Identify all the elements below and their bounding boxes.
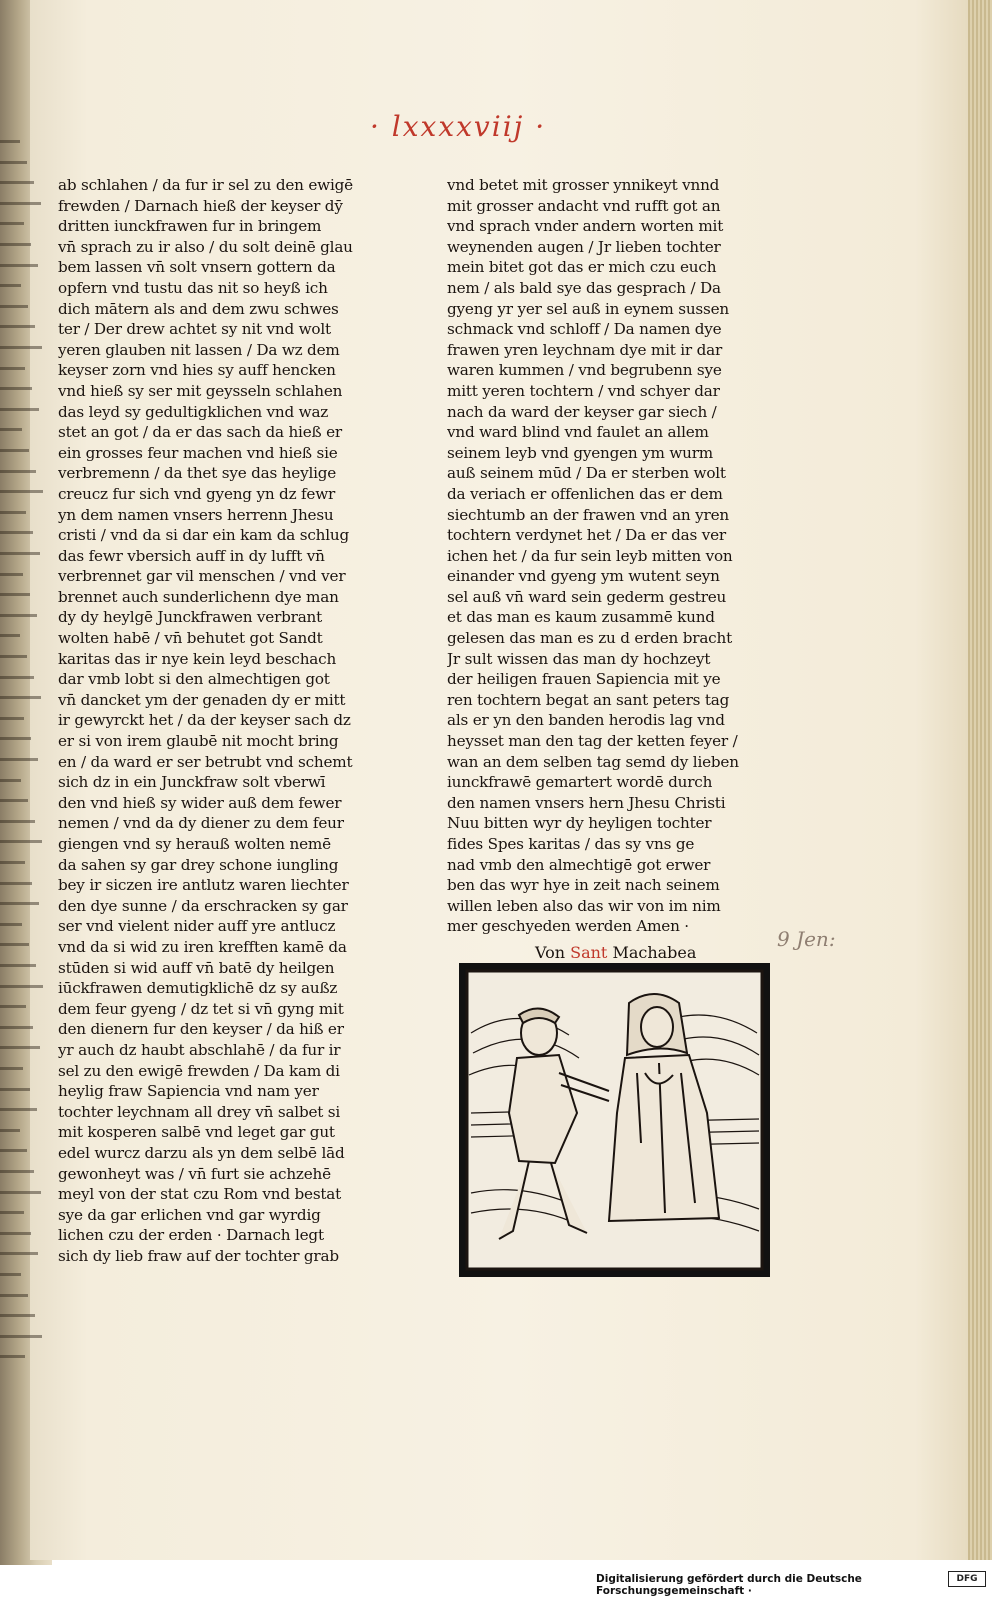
text-line: ren tochtern begat an sant peters tag bbox=[447, 690, 730, 709]
text-line: das fewr vbersich auff in dy lufft vn̄ bbox=[58, 546, 325, 565]
facing-page-text-mark bbox=[0, 799, 28, 802]
facing-page-text-mark bbox=[0, 1088, 30, 1091]
facing-page-text-mark bbox=[0, 531, 33, 534]
text-line: yn dem namen vnsers herrenn Jhesu bbox=[58, 505, 334, 524]
text-line: wan an dem selben tag semd dy lieben bbox=[447, 752, 739, 771]
text-line: sel auß vn̄ ward sein gederm gestreu bbox=[447, 587, 727, 606]
facing-page-text-mark bbox=[0, 1067, 23, 1070]
text-line: ser vnd vielent nider auff yre antlucz bbox=[58, 917, 336, 936]
text-line: mit grosser andacht vnd rufft got an bbox=[447, 196, 721, 215]
facing-page-text-mark bbox=[0, 387, 32, 390]
text-line: edel wurcz darzu als yn dem selbē lād bbox=[58, 1143, 345, 1162]
text-line: mitt yeren tochtern / vnd schyer dar bbox=[447, 381, 720, 400]
facing-page-text-mark bbox=[0, 1026, 33, 1029]
facing-page-text-mark bbox=[0, 325, 35, 328]
folio-number: · lxxxxviij · bbox=[370, 110, 547, 143]
text-line: dy dy heylgē Junckfrawen verbrant bbox=[58, 608, 323, 627]
page-edges-right bbox=[968, 0, 992, 1560]
facing-page-text-mark bbox=[0, 634, 20, 637]
facing-page-text-mark bbox=[0, 820, 35, 823]
facing-page-text-mark bbox=[0, 1149, 27, 1152]
facing-page-text-mark bbox=[0, 902, 39, 905]
text-line: et das man es kaum zusammē kund bbox=[447, 608, 715, 627]
text-line: mein bitet got das er mich czu euch bbox=[447, 258, 717, 277]
caption-prefix: Von bbox=[535, 943, 566, 962]
text-line: cristi / vnd da si dar ein kam da schlug bbox=[58, 526, 349, 545]
text-line: gewonheyt was / vn̄ furt sie achzehē bbox=[58, 1164, 331, 1183]
text-line: vnd sprach vnder andern worten mit bbox=[447, 217, 724, 236]
text-line: tochter leychnam all drey vn̄ salbet si bbox=[58, 1102, 341, 1121]
facing-page-text-mark bbox=[0, 181, 34, 184]
text-line: vnd hieß sy ser mit geysseln schlahen bbox=[58, 381, 343, 400]
text-column-right bbox=[447, 175, 779, 937]
text-line: opfern vnd tustu das nit so heyß ich bbox=[58, 278, 328, 297]
text-line: dem feur gyeng / dz tet si vn̄ gyng mit bbox=[58, 999, 344, 1018]
text-line: heylig fraw Sapiencia vnd nam yer bbox=[58, 1082, 319, 1101]
text-line: er si von irem glaubē nit mocht bring bbox=[58, 732, 339, 751]
text-line: das leyd sy gedultigklichen vnd waz bbox=[58, 402, 329, 421]
text-line: schmack vnd schloff / Da namen dye bbox=[447, 320, 722, 339]
text-line: da veriach er offenlichen das er dem bbox=[447, 484, 723, 503]
text-line: der heiligen frauen Sapiencia mit ye bbox=[447, 670, 721, 689]
facing-page-text-mark bbox=[0, 737, 31, 740]
text-line: da sahen sy gar drey schone iungling bbox=[58, 855, 339, 874]
text-line: als er yn den banden herodis lag vnd bbox=[447, 711, 725, 730]
facing-page-text-mark bbox=[0, 1232, 31, 1235]
text-line: lichen czu der erden · Darnach legt bbox=[58, 1226, 324, 1245]
facing-page-text-mark bbox=[0, 490, 43, 493]
facing-page-text-mark bbox=[0, 428, 22, 431]
text-line: en / da ward er ser betrubt vnd schemt bbox=[58, 752, 353, 771]
text-line: wolten habē / vn̄ behutet got Sandt bbox=[58, 629, 323, 648]
text-line: seinem leyb vnd gyengen ym wurm bbox=[447, 443, 713, 462]
text-line: nemen / vnd da dy diener zu dem feur bbox=[58, 814, 344, 833]
facing-page-text-mark bbox=[0, 552, 40, 555]
text-line: vn̄ sprach zu ir also / du solt deinē glau bbox=[58, 237, 353, 256]
facing-page-text-mark bbox=[0, 408, 39, 411]
facing-page-text-mark bbox=[0, 1273, 21, 1276]
text-line: heysset man den tag der ketten feyer / bbox=[447, 732, 738, 751]
facing-page-text-mark bbox=[0, 779, 21, 782]
text-line: nem / als bald sye das gesprach / Da bbox=[447, 278, 721, 297]
facing-page-text-mark bbox=[0, 1170, 34, 1173]
facing-page-text-mark bbox=[0, 1211, 24, 1214]
text-line: sich dz in ein Junckfraw solt vberwī bbox=[58, 773, 326, 792]
facing-page-text-mark bbox=[0, 1129, 20, 1132]
text-line: dich mātern als and dem zwu schwes bbox=[58, 299, 339, 318]
text-line: stet an got / da er das sach da hieß er bbox=[58, 423, 342, 442]
caption-rubric: Sant bbox=[570, 943, 608, 962]
text-line: ichen het / da fur sein leyb mitten von bbox=[447, 546, 733, 565]
text-line: sye da gar erlichen vnd gar wyrdig bbox=[58, 1205, 321, 1224]
text-line: mer geschyeden werden Amen · bbox=[447, 917, 689, 936]
facing-page-text-mark bbox=[0, 305, 28, 308]
text-line: frawen yren leychnam dye mit ir dar bbox=[447, 340, 723, 359]
caption-suffix: Machabea bbox=[612, 943, 697, 962]
facing-page-text-mark bbox=[0, 1335, 42, 1338]
text-line: dritten iunckfrawen fur in bringem bbox=[58, 217, 322, 236]
text-column-left bbox=[58, 175, 392, 1266]
text-line: ben das wyr hye in zeit nach seinem bbox=[447, 876, 720, 895]
text-line: den dienern fur den keyser / da hiß er bbox=[58, 1020, 344, 1039]
facing-page-text-mark bbox=[0, 573, 23, 576]
facing-page-text-mark bbox=[0, 882, 32, 885]
text-line: waren kummen / vnd begrubenn sye bbox=[447, 361, 722, 380]
facing-page-text-mark bbox=[0, 964, 36, 967]
text-line: meyl von der stat czu Rom vnd bestat bbox=[58, 1185, 342, 1204]
text-line: gelesen das man es zu d erden bracht bbox=[447, 629, 732, 648]
facing-page-text-mark bbox=[0, 758, 38, 761]
text-line: iūckfrawen demutigklichē dz sy außz bbox=[58, 979, 338, 998]
facing-page-text-mark bbox=[0, 1005, 26, 1008]
text-line: yeren glauben nit lassen / Da wz dem bbox=[58, 340, 340, 359]
facing-page-text-mark bbox=[0, 140, 20, 143]
text-line: karitas das ir nye kein leyd beschach bbox=[58, 649, 337, 668]
facing-page-text-mark bbox=[0, 202, 41, 205]
facing-page-text-mark bbox=[0, 470, 36, 473]
text-line: siechtumb an der frawen vnd an yren bbox=[447, 505, 729, 524]
facing-page-text-mark bbox=[0, 449, 29, 452]
text-line: keyser zorn vnd hies sy auff hencken bbox=[58, 361, 336, 380]
facing-page-text-mark bbox=[0, 943, 29, 946]
text-line: gyeng yr yer sel auß in eynem sussen bbox=[447, 299, 729, 318]
text-line: einander vnd gyeng ym wutent seyn bbox=[447, 567, 720, 586]
footer-funding-note: Digitalisierung gefördert durch die Deutsche Forschungsgemeinschaft · bbox=[596, 1573, 862, 1597]
facing-page-text-mark bbox=[0, 614, 37, 617]
facing-page-text-mark bbox=[0, 655, 27, 658]
facing-page-text-mark bbox=[0, 1191, 41, 1194]
text-line: vnd betet mit grosser ynnikeyt vnnd bbox=[447, 176, 720, 194]
text-line: creucz fur sich vnd gyeng yn dz fewr bbox=[58, 484, 336, 503]
facing-page-text-mark bbox=[0, 243, 31, 246]
facing-page-text-mark bbox=[0, 1108, 37, 1111]
margin-annotation: 9 Jen: bbox=[777, 927, 836, 951]
text-line: nad vmb den almechtigē got erwer bbox=[447, 855, 711, 874]
dfg-logo: DFG bbox=[948, 1571, 986, 1587]
text-line: bem lassen vn̄ solt vnsern gottern da bbox=[58, 258, 336, 277]
text-line: auß seinem mūd / Da er sterben wolt bbox=[447, 464, 726, 483]
facing-page-text-mark bbox=[0, 222, 24, 225]
text-line: stūden si wid auff vn̄ batē dy heilgen bbox=[58, 958, 335, 977]
woodcut-image bbox=[459, 963, 770, 1277]
text-line: vnd ward blind vnd faulet an allem bbox=[447, 423, 709, 442]
facing-page-text-mark bbox=[0, 367, 25, 370]
facing-page-text-mark bbox=[0, 696, 41, 699]
text-line: bey ir siczen ire antlutz waren liechter bbox=[58, 876, 349, 895]
facing-page-text-mark bbox=[0, 1355, 25, 1358]
text-line: giengen vnd sy herauß wolten nemē bbox=[58, 835, 331, 853]
text-line: dar vmb lobt si den almechtigen got bbox=[58, 670, 330, 689]
text-line: weynenden augen / Jr lieben tochter bbox=[447, 237, 721, 256]
text-line: verbrennet gar vil menschen / vnd ver bbox=[58, 567, 346, 586]
facing-page-text-mark bbox=[0, 840, 42, 843]
text-line: nach da ward der keyser gar siech / bbox=[447, 402, 717, 421]
woodcut-illustration bbox=[459, 963, 770, 1277]
text-line: ein grosses feur machen vnd hieß sie bbox=[58, 443, 338, 462]
facing-page-text-mark bbox=[0, 346, 42, 349]
text-line: mit kosperen salbē vnd leget gar gut bbox=[58, 1123, 335, 1142]
text-line: Jr sult wissen das man dy hochzeyt bbox=[447, 649, 711, 668]
woodcut-caption bbox=[535, 943, 696, 962]
text-line: den vnd hieß sy wider auß dem fewer bbox=[58, 793, 342, 812]
text-line: sich dy lieb fraw auf der tochter grab bbox=[58, 1246, 339, 1265]
facing-page-text-mark bbox=[0, 1046, 40, 1049]
facing-page-text-mark bbox=[0, 1294, 28, 1297]
text-line: den dye sunne / da erschracken sy gar bbox=[58, 896, 348, 915]
text-line: iunckfrawē gemartert wordē durch bbox=[447, 773, 713, 792]
text-line: tochtern verdynet het / Da er das ver bbox=[447, 526, 726, 545]
facing-page-text-mark bbox=[0, 1314, 35, 1317]
text-line: den namen vnsers hern Jhesu Christi bbox=[447, 793, 726, 812]
facing-page-edge bbox=[0, 140, 44, 1400]
facing-page-text-mark bbox=[0, 161, 27, 164]
text-line: vn̄ dancket ym der genaden dy er mitt bbox=[58, 690, 346, 709]
facing-page-text-mark bbox=[0, 264, 38, 267]
text-line: brennet auch sunderlichenn dye man bbox=[58, 587, 339, 606]
facing-page-text-mark bbox=[0, 985, 43, 988]
facing-page-text-mark bbox=[0, 676, 34, 679]
text-line: Nuu bitten wyr dy heyligen tochter bbox=[447, 814, 712, 833]
facing-page-text-mark bbox=[0, 593, 30, 596]
facing-page-text-mark bbox=[0, 284, 21, 287]
facing-page-text-mark bbox=[0, 861, 25, 864]
text-line: verbremenn / da thet sye das heylige bbox=[58, 464, 337, 483]
facing-page-text-mark bbox=[0, 923, 22, 926]
text-line: frewden / Darnach hieß der keyser dȳ bbox=[58, 196, 343, 215]
facing-page-text-mark bbox=[0, 511, 26, 514]
text-line: ab schlahen / da fur ir sel zu den ewigē bbox=[58, 176, 353, 194]
text-line: willen leben also das wir von im nim bbox=[447, 896, 721, 915]
text-line: vnd da si wid zu iren krefften kamē da bbox=[58, 937, 347, 956]
text-line: ter / Der drew achtet sy nit vnd wolt bbox=[58, 320, 331, 339]
text-line: yr auch dz haubt abschlahē / da fur ir bbox=[58, 1040, 341, 1059]
facing-page-text-mark bbox=[0, 1252, 38, 1255]
facing-page-text-mark bbox=[0, 717, 24, 720]
text-line: sel zu den ewigē frewden / Da kam di bbox=[58, 1061, 340, 1080]
text-line: fides Spes karitas / das sy vns ge bbox=[447, 835, 695, 853]
text-line: ir gewyrckt het / da der keyser sach dz bbox=[58, 711, 351, 730]
